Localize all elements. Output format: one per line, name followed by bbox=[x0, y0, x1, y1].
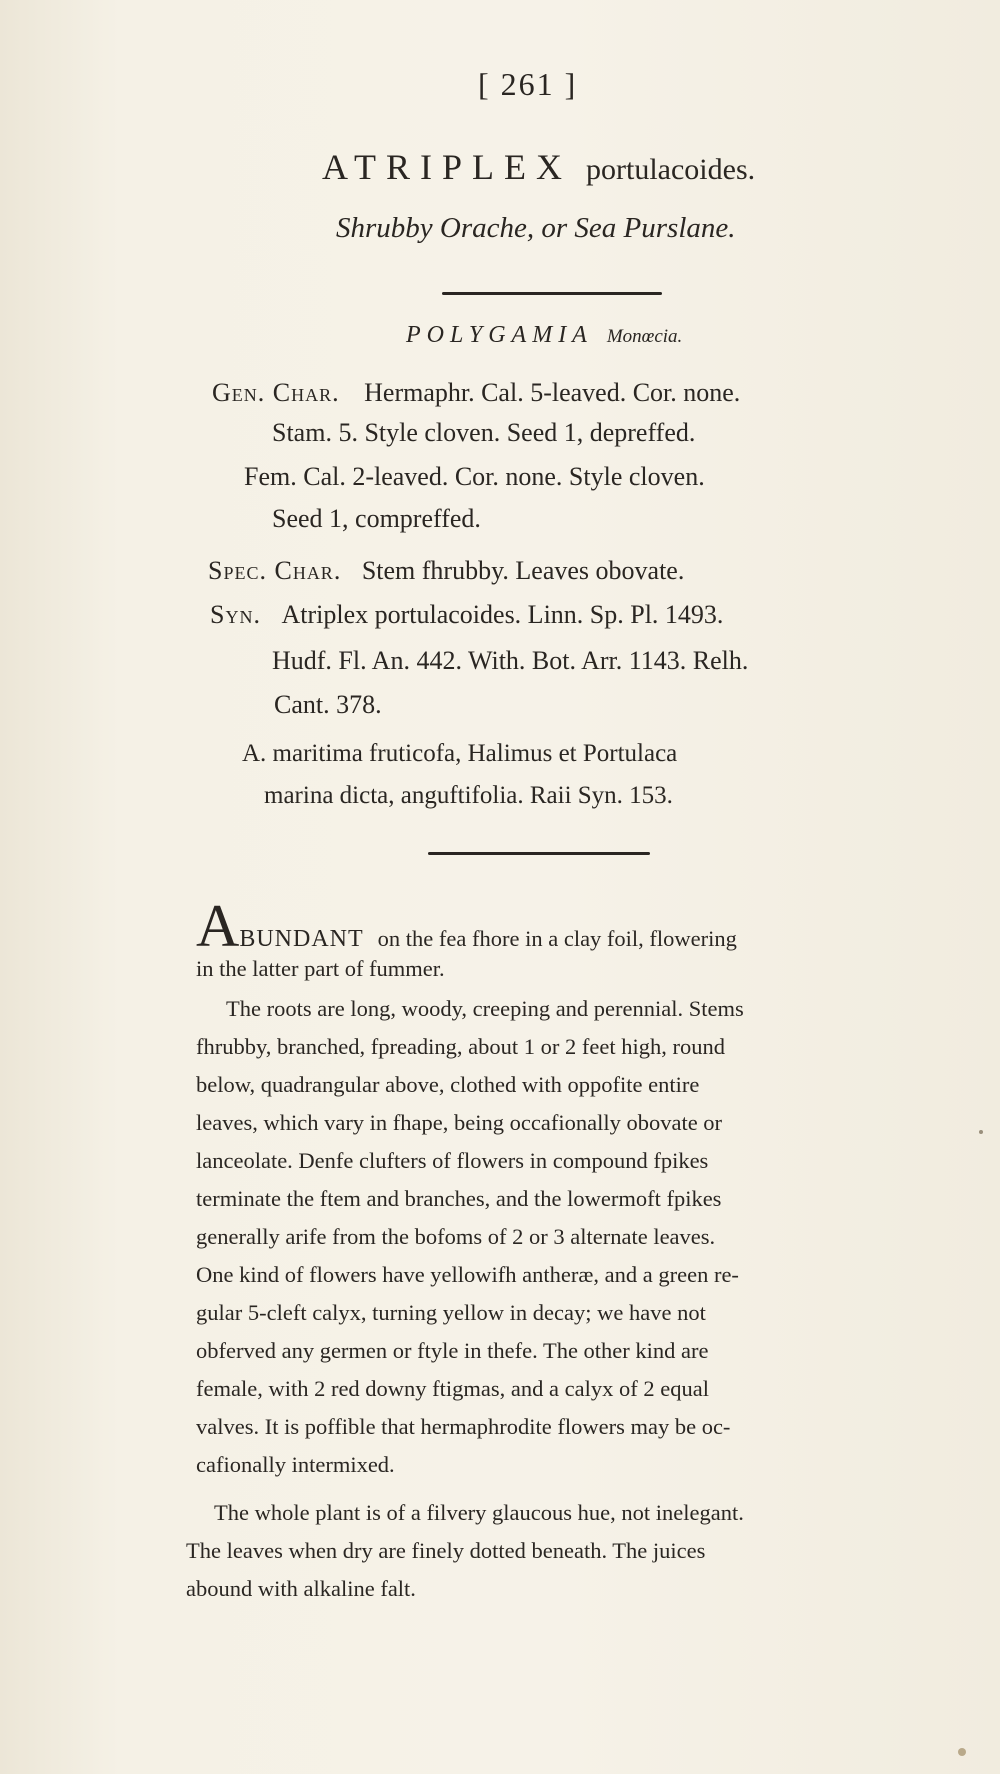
description-p2-line: terminate the ftem and branches, and the lowermoft fpikes bbox=[196, 1186, 722, 1211]
gen-char-label: Gen. Char. bbox=[212, 378, 340, 407]
section-divider bbox=[428, 852, 650, 855]
description-p2-line: valves. It is poffible that hermaphrodite flowers may be oc- bbox=[196, 1414, 731, 1439]
paper-speck bbox=[958, 1748, 966, 1756]
variety-line-2: marina dicta, anguftifolia. Raii Syn. 153. bbox=[264, 782, 673, 809]
description-p2-line: One kind of flowers have yellowifh antheræ, and a green re- bbox=[196, 1262, 739, 1287]
linnaean-class: POLYGAMIA bbox=[406, 322, 593, 348]
spec-char-label: Spec. Char. bbox=[208, 556, 342, 585]
plant-title bbox=[322, 146, 755, 188]
description-p2-line: below, quadrangular above, clothed with oppofite entire bbox=[196, 1072, 700, 1097]
description-p2-line: gular 5-cleft calyx, turning yellow in decay; we have not bbox=[196, 1300, 706, 1325]
description-p2-line: cafionally intermixed. bbox=[196, 1452, 395, 1477]
description-p2-line: generally arife from the bofoms of 2 or 3 alternate leaves. bbox=[196, 1224, 716, 1249]
syn-label: Syn. bbox=[210, 600, 261, 629]
gen-char-line-1: Gen. Char. Hermaphr. Cal. 5-leaved. Cor. none. bbox=[212, 378, 741, 407]
description-p3-line: The leaves when dry are finely dotted beneath. The juices bbox=[186, 1538, 706, 1563]
syn-line-2: Hudf. Fl. An. 442. With. Bot. Arr. 1143. Relh. bbox=[272, 646, 749, 675]
species-name: portulacoides. bbox=[586, 153, 756, 186]
opening-word: BUNDANT bbox=[239, 926, 364, 952]
title-divider bbox=[442, 292, 662, 295]
description-p3-line: abound with alkaline falt. bbox=[186, 1576, 416, 1601]
linnaean-order: Monœcia. bbox=[606, 326, 683, 347]
page-number: [ 261 ] bbox=[478, 66, 578, 102]
gen-char-line-4: Seed 1, compreffed. bbox=[272, 504, 481, 533]
description-p2-line: leaves, which vary in fhape, being occafionally obovate or bbox=[196, 1110, 723, 1135]
common-name: Shrubby Orache, or Sea Purslane. bbox=[336, 212, 736, 244]
classification bbox=[406, 322, 682, 349]
description-p3-line: The whole plant is of a filvery glaucous hue, not inelegant. bbox=[214, 1500, 744, 1525]
description-p2-line: fhrubby, branched, fpreading, about 1 or 2 feet high, round bbox=[196, 1034, 726, 1059]
description-p2-line: female, with 2 red downy ftigmas, and a calyx of 2 equal bbox=[196, 1376, 709, 1401]
drop-cap: A bbox=[196, 893, 240, 959]
spec-char: Spec. Char. Stem fhrubby. Leaves obovate. bbox=[208, 556, 685, 585]
paper-speck bbox=[979, 1130, 983, 1134]
description-p2-line: lanceolate. Denfe clufters of flowers in compound fpikes bbox=[196, 1148, 709, 1173]
description-p2-line: The roots are long, woody, creeping and perennial. Stems bbox=[226, 996, 744, 1021]
gen-char-line-3: Fem. Cal. 2-leaved. Cor. none. Style cloven. bbox=[244, 462, 705, 491]
description-p1-line-1: ABUNDANT on the fea fhore in a clay foil, flowering bbox=[196, 893, 737, 959]
syn-line-3: Cant. 378. bbox=[274, 690, 382, 719]
syn-line-1: Syn. Atriplex portulacoides. Linn. Sp. Pl. 1493. bbox=[210, 600, 724, 629]
variety-line-1: A. maritima fruticofa, Halimus et Portulaca bbox=[242, 740, 678, 767]
description-p2-line: obferved any germen or ftyle in thefe. The other kind are bbox=[196, 1338, 709, 1363]
gen-char-line-2: Stam. 5. Style cloven. Seed 1, depreffed. bbox=[272, 418, 696, 447]
genus-name: ATRIPLEX bbox=[322, 147, 572, 187]
description-p1-line-2: in the latter part of fummer. bbox=[196, 956, 445, 981]
